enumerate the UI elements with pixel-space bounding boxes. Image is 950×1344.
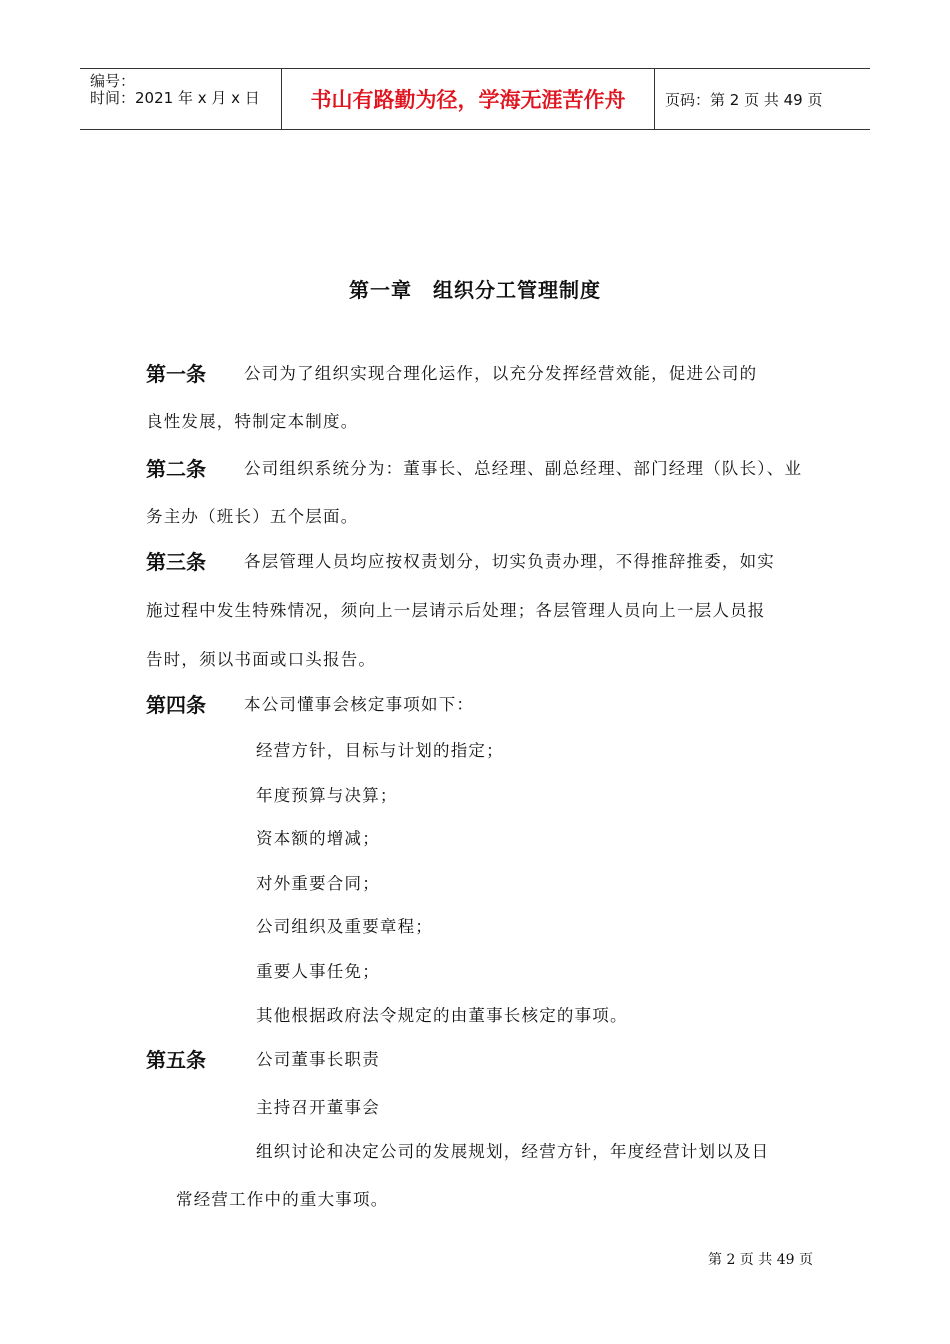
document-time: 时间：2021 年 x 月 x 日: [90, 89, 260, 107]
article-3-line-1: 各层管理人员均应按权责划分，切实负责办理，不得推辞推委，如实: [244, 552, 775, 571]
article-4-item: 其他根据政府法令规定的由董事长核定的事项。: [256, 1006, 628, 1025]
article-1-label: 第一条: [146, 362, 206, 386]
article-3-line-2: 施过程中发生特殊情况，须向上一层请示后处理；各层管理人员向上一层人员报: [146, 601, 766, 620]
article-1-line-2: 良性发展，特制定本制度。: [146, 412, 359, 431]
article-4-item: 资本额的增减；: [256, 829, 380, 848]
page-number: 页码：第 2 页 共 49 页: [665, 90, 823, 109]
article-4-label: 第四条: [146, 693, 206, 717]
article-5-line-3: 组织讨论和决定公司的发展规划，经营方针，年度经营计划以及日: [256, 1142, 770, 1161]
article-2-label: 第二条: [146, 457, 206, 481]
article-5-line-2: 主持召开董事会: [256, 1098, 380, 1117]
article-4-item: 公司组织及重要章程；: [256, 917, 433, 936]
chapter-title: 第一章 组织分工管理制度: [349, 278, 601, 302]
document-number: 编号：: [90, 72, 136, 90]
header-info-cell: [80, 69, 282, 129]
article-4-item: 重要人事任免；: [256, 962, 380, 981]
article-1-line-1: 公司为了组织实现合理化运作，以充分发挥经营效能，促进公司的: [244, 364, 758, 383]
header-table: [80, 68, 870, 130]
article-4-line-1: 本公司懂事会核定事项如下：: [244, 695, 475, 714]
page-footer: 第 2 页 共 49 页: [708, 1252, 813, 1268]
article-4-item: 经营方针，目标与计划的指定；: [256, 741, 504, 760]
article-2-line-1: 公司组织系统分为：董事长、总经理、副总经理、部门经理（队长）、业: [244, 459, 803, 478]
header-motto-cell: [282, 69, 655, 129]
article-5-line-1: 公司董事长职责: [256, 1050, 380, 1069]
article-4-item: 年度预算与决算；: [256, 786, 398, 805]
article-3-label: 第三条: [146, 550, 206, 574]
article-4-item: 对外重要合同；: [256, 874, 380, 893]
header-page-cell: [655, 69, 870, 129]
article-3-line-3: 告时，须以书面或口头报告。: [146, 650, 377, 669]
article-2-line-2: 务主办（班长）五个层面。: [146, 507, 359, 526]
article-5-label: 第五条: [146, 1048, 206, 1072]
article-5-line-4: 常经营工作中的重大事项。: [176, 1190, 389, 1209]
motto: 书山有路勤为径，学海无涯苦作舟: [310, 88, 626, 112]
